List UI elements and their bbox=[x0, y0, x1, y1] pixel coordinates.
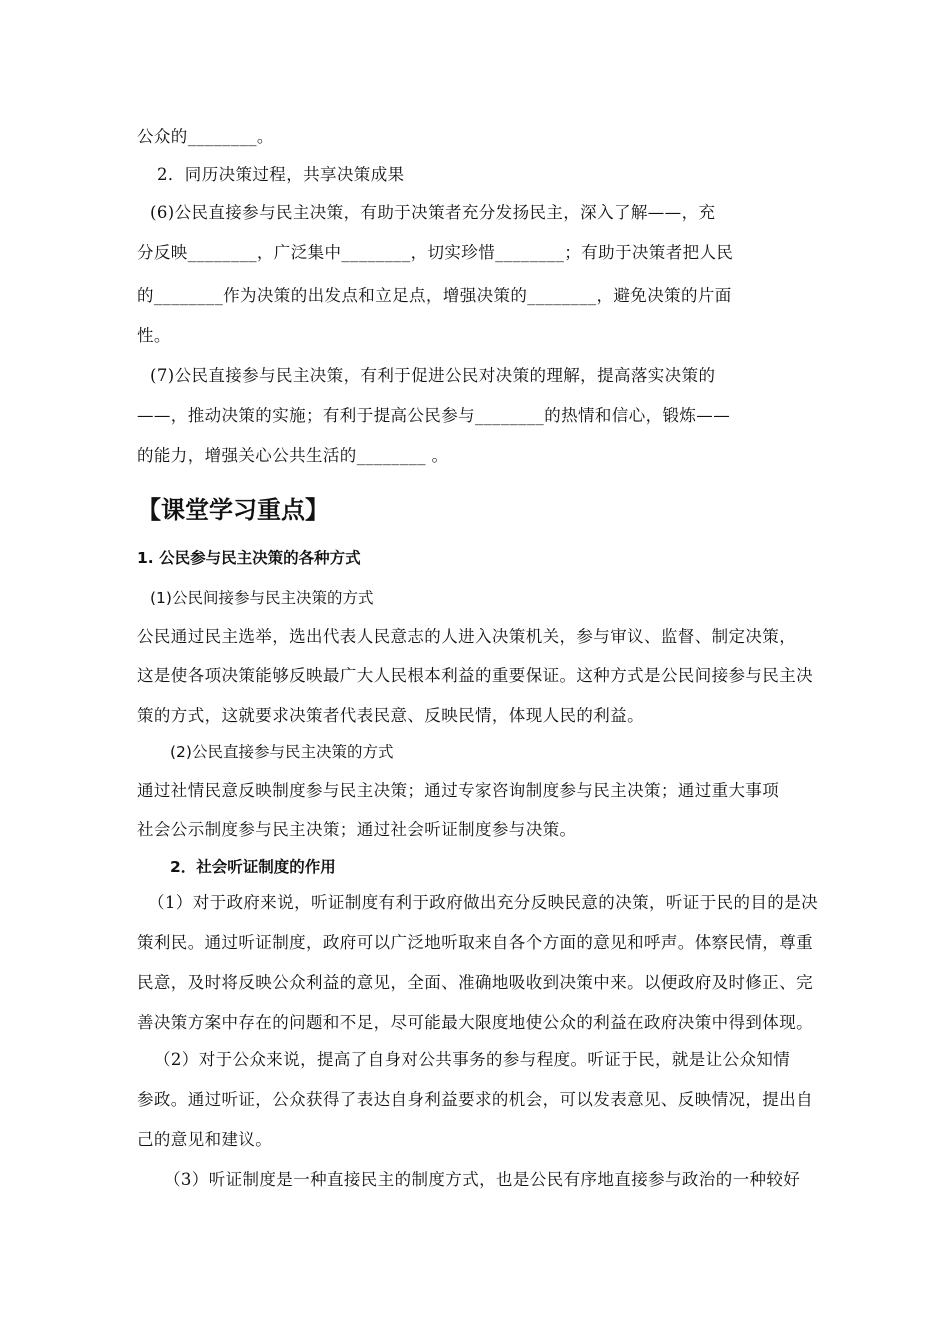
text-line: 己的意见和建议。 bbox=[137, 1130, 273, 1149]
text-line: （1）对于政府来说，听证制度有利于政府做出充分反映民意的决策，听证于民的目的是决 bbox=[148, 893, 818, 912]
text-line: (6)公民直接参与民主决策，有助于决策者充分发扬民主，深入了解——，充 bbox=[150, 203, 716, 222]
text-line: 公众的________。 bbox=[137, 127, 274, 146]
subsection-subtitle: (1)公民间接参与民主决策的方式 bbox=[150, 589, 374, 607]
text-line: (7)公民直接参与民主决策，有利于促进公民对决策的理解，提高落实决策的 bbox=[150, 366, 716, 385]
text-line: 的能力，增强关心公共生活的________ 。 bbox=[137, 446, 449, 465]
section-title: 【课堂学习重点】 bbox=[137, 496, 329, 524]
text-line: 这是使各项决策能够反映最广大人民根本利益的重要保证。这种方式是公民间接参与民主决 bbox=[137, 666, 813, 685]
text-line: 民意，及时将反映公众利益的意见，全面、准确地吸收到决策中来。以便政府及时修正、完 bbox=[137, 973, 813, 992]
text-line: 的________作为决策的出发点和立足点，增强决策的________，避免决策的片面 bbox=[137, 286, 732, 305]
text-line: 社会公示制度参与民主决策；通过社会听证制度参与决策。 bbox=[137, 820, 577, 839]
text-line: 公民通过民主选举，选出代表人民意志的人进入决策机关，参与审议、监督、制定决策， bbox=[137, 627, 797, 646]
subsection-title: 1. 公民参与民主决策的各种方式 bbox=[137, 549, 361, 567]
text-line: 通过社情民意反映制度参与民主决策；通过专家咨询制度参与民主决策；通过重大事项 bbox=[137, 781, 780, 800]
text-line: （2）对于公众来说，提高了自身对公共事务的参与程度。听证于民，就是让公众知情 bbox=[154, 1050, 791, 1069]
text-line: 参政。通过听证，公众获得了表达自身利益要求的机会，可以发表意见、反映情况，提出自 bbox=[137, 1090, 813, 1109]
text-line: ——，推动决策的实施；有利于提高公民参与________的热情和信心，锻炼—— bbox=[137, 406, 731, 425]
text-line: 策的方式，这就要求决策者代表民意、反映民情，体现人民的利益。 bbox=[137, 706, 644, 725]
subsection-heading: 2．同历决策过程，共享决策成果 bbox=[157, 165, 405, 184]
subsection-subtitle: (2)公民直接参与民主决策的方式 bbox=[170, 743, 394, 761]
text-line: 策利民。通过听证制度，政府可以广泛地听取来自各个方面的意见和呼声。体察民情，尊重 bbox=[137, 933, 813, 952]
text-line: 性。 bbox=[137, 326, 171, 345]
subsection-title: 2．社会听证制度的作用 bbox=[170, 858, 336, 876]
text-line: 分反映________，广泛集中________，切实珍惜________；有助于决策者把人民 bbox=[137, 243, 734, 262]
text-line: 善决策方案中存在的问题和不足，尽可能最大限度地使公众的利益在政府决策中得到体现。 bbox=[137, 1013, 813, 1032]
text-line: （3）听证制度是一种直接民主的制度方式，也是公民有序地直接参与政治的一种较好 bbox=[164, 1170, 801, 1189]
